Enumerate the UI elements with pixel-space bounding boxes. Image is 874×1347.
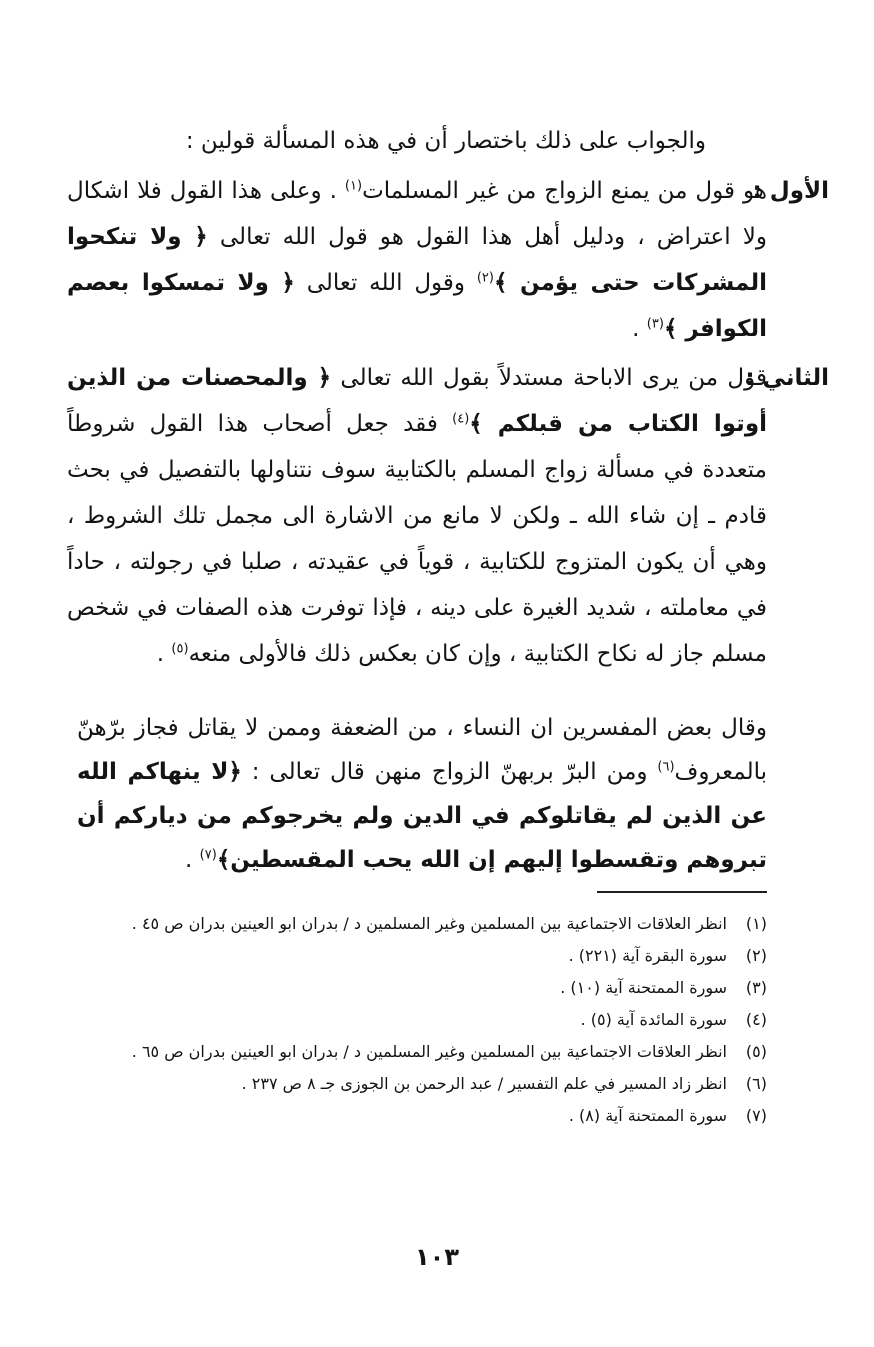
footnote-text: انظر زاد المسير في علم التفسير / عبد الرحمن بن الجوزى جـ ٨ ص ٢٣٧ . <box>241 1074 727 1093</box>
first-opinion-text: وقول الله تعالى <box>306 270 466 296</box>
footnote-text: سورة البقرة آية (٢٢١) . <box>568 946 727 965</box>
footnote-number: (٦) <box>745 1074 767 1093</box>
footnote-ref: (٤) <box>452 411 470 427</box>
third-paragraph <box>77 706 767 882</box>
third-paragraph-text: . <box>185 847 193 873</box>
footnote-number: (٢) <box>745 946 767 965</box>
footnote-text: سورة المائدة آية (٥) . <box>580 1010 727 1029</box>
footnote-ref: (٧) <box>199 847 217 863</box>
footnote-text: سورة الممتحنة آية (٨) . <box>568 1106 727 1125</box>
footnote-ref: (٥) <box>171 641 189 657</box>
second-opinion-label: الثاني : <box>745 365 829 391</box>
footnote-text: سورة الممتحنة آية (١٠) . <box>560 978 727 997</box>
page-number: ١٠٣ <box>415 1243 459 1271</box>
footnote-item <box>77 1068 767 1100</box>
footnote-text: انظر العلاقات الاجتماعية بين المسلمين وغير المسلمين د / بدران ابو العينين بدران ص ٦٥ . <box>131 1042 727 1061</box>
footnote-ref: (٣) <box>646 316 664 332</box>
first-opinion-text: هو قول من يمنع الزواج من غير المسلمات <box>362 178 768 204</box>
footnote-number: (٥) <box>745 1042 767 1061</box>
first-opinion-text: . وعلى هذا القول فلا اشكال ولا اعتراض ، ودليل أهل هذا القول هو قول الله تعالى <box>67 178 767 250</box>
first-opinion-label: الأول : <box>752 178 829 204</box>
footnote-ref: (٢) <box>476 270 494 286</box>
third-paragraph-text: ومن البرّ بربهنّ الزواج منهن قال تعالى : <box>251 759 648 785</box>
footnote-item <box>77 1004 767 1036</box>
second-opinion <box>67 355 829 677</box>
intro-paragraph: والجواب على ذلك باختصار أن في هذه المسألة قولين : <box>185 128 706 154</box>
second-opinion-text: قول من يرى الاباحة مستدلاً بقول الله تعالى <box>340 365 767 391</box>
quran-quote: ﴿ والمحصنات من الذين أوتوا الكتاب من قبلكم ﴾ <box>67 365 767 437</box>
footnote-item <box>77 908 767 940</box>
footnote-item <box>77 1036 767 1068</box>
footnote-text: انظر العلاقات الاجتماعية بين المسلمين وغير المسلمين د / بدران ابو العينين بدران ص ٤٥ . <box>131 914 727 933</box>
footnote-item <box>77 940 767 972</box>
second-opinion-text: فقد جعل أصحاب هذا القول شروطاً متعددة في مسألة زواج المسلم بالكتابية سوف نتناولها بالتفصيل في بحث قادم ـ إن شاء الله ـ ولكن لا مانع من الاشارة الى مجمل تلك الشروط ، وهي أن يكون المتزوج للكتابية ، قوياً في عقيدته ، صلبا في رجولته ، حاداً في معاملته ، شديد الغيرة على دينه ، فإذا توفرت هذه الصفات في شخص مسلم جاز له نكاح الكتابية ، وإن كان بعكس ذلك فالأولى منعه <box>67 411 767 667</box>
footnote-number: (٤) <box>745 1010 767 1029</box>
footnote-ref: (٦) <box>657 759 675 775</box>
first-opinion <box>67 168 829 352</box>
footnotes-list <box>77 908 767 1132</box>
footnote-number: (٣) <box>745 978 767 997</box>
second-opinion-text: . <box>156 641 165 667</box>
footnote-item <box>77 972 767 1004</box>
footnote-number: (١) <box>745 914 767 933</box>
quran-quote: ﴿ ولا تنكحوا المشركات حتى يؤمن ﴾ <box>67 224 767 296</box>
footnote-number: (٧) <box>745 1106 767 1125</box>
quran-quote: ﴿ ولا تمسكوا بعصم الكوافر ﴾ <box>67 270 767 342</box>
third-paragraph-text: وقال بعض المفسرين ان النساء ، من الضعفة وممن لا يقاتل فجاز برّهنّ بالمعروف <box>77 715 767 785</box>
quran-quote: ﴿لا ينهاكم الله عن الذين لم يقاتلوكم في الدين ولم يخرجوكم من دياركم أن تبروهم وتقسطوا إليهم إن الله يحب المقسطين﴾ <box>77 759 767 873</box>
footnote-divider <box>597 891 767 893</box>
footnote-item <box>77 1100 767 1132</box>
first-opinion-text: . <box>632 316 640 342</box>
footnote-ref: (١) <box>344 178 363 194</box>
